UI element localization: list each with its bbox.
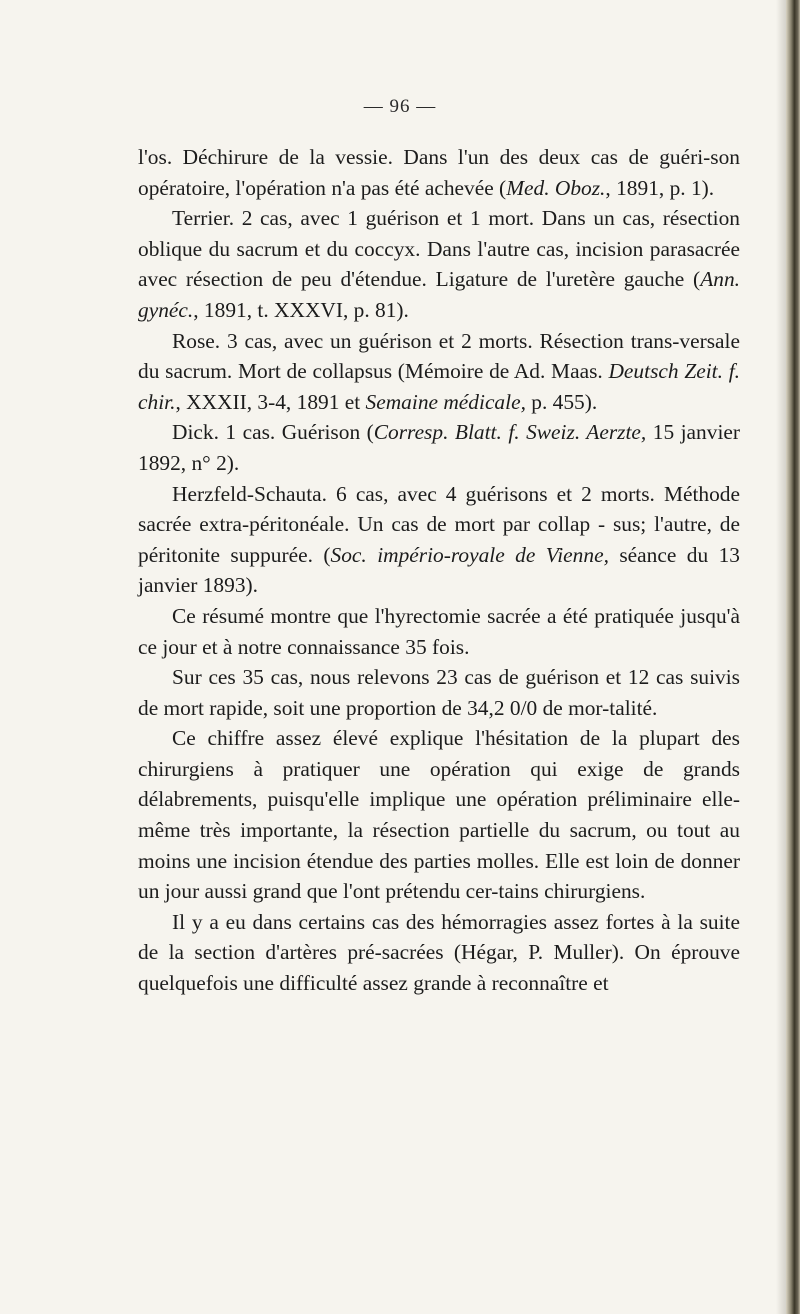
text-run: Rose. 3 cas, avec un guérison et 2 morts. Résection trans-versale du sacrum. Mort de collapsus (Mémoire de Ad. Maas. — [138, 328, 740, 384]
citation-italic: Semaine médicale, — [365, 389, 526, 414]
text-run: , 1891, p. 1). — [605, 175, 715, 200]
text-run: Terrier. 2 cas, avec 1 guérison et 1 mort. Dans un cas, résection oblique du sacrum et du coccyx. Dans l'autre cas, incision parasacrée avec résection de peu d'étendue. Ligature de l'uretère gauche ( — [138, 206, 740, 292]
text-run: l'os. Déchirure de la vessie. Dans l'un des deux cas de guéri-son opératoire, l'opération n'a pas été achevée ( — [138, 145, 740, 200]
citation-italic: Corresp. Blatt. f. Sweiz. Aerzte, — [373, 420, 647, 445]
text-run: Ce résumé montre que l'hyrectomie sacrée a été pratiquée jusqu'à ce jour et à notre connaissance 35 fois. — [138, 603, 740, 659]
paragraph — [138, 142, 740, 203]
paragraph — [138, 479, 740, 601]
binding-shadow — [776, 0, 786, 1314]
citation-italic: Soc. império-royale de Vienne, — [330, 542, 609, 567]
text-run: Ce chiffre assez élevé explique l'hésitation de la plupart des chirurgiens à pratiquer une opération qui exige de grands délabrements, puisqu'elle implique une opération préliminaire elle-même très importante, la résection partielle du sacrum, ou tout au moins une incision étendue des parties molles. Elle est loin de donner un jour aussi grand que l'ont prétendu cer-tains chirurgiens. — [138, 726, 740, 904]
text-run: , 1891, t. XXXVI, p. 81). — [193, 297, 409, 322]
citation-italic: Deutsch Zeit. f. chir. — [138, 359, 740, 414]
paragraph — [138, 601, 740, 662]
paragraph — [138, 203, 740, 325]
paragraph — [138, 907, 740, 999]
text-run: Dick. 1 cas. Guérison ( — [172, 420, 374, 445]
text-run: Il y a eu dans certains cas des hémorragies assez fortes à la suite de la section d'artères pré-sacrées (Hégar, P. Muller). On éprouve quelquefois une difficulté assez grande à reconnaître et — [138, 909, 740, 996]
paragraph — [138, 417, 740, 478]
paragraph — [138, 326, 740, 418]
citation-italic: Ann. gynéc. — [138, 267, 740, 322]
page-number: — 96 — — [363, 96, 437, 117]
text-run: séance du 13 janvier 1893). — [138, 542, 740, 598]
paragraph — [138, 662, 740, 723]
citation-italic: Med. Oboz. — [506, 175, 606, 200]
body-text — [138, 142, 740, 999]
paragraph — [138, 723, 740, 907]
text-run: 15 janvier 1892, n° 2). — [138, 420, 741, 475]
text-run: , XXXII, 3-4, 1891 et — [175, 389, 366, 414]
text-run: p. 455). — [525, 389, 598, 414]
page-edge — [786, 0, 800, 1314]
text-run: Sur ces 35 cas, nous relevons 23 cas de guérison et 12 cas suivis de mort rapide, soit une proportion de 34,2 0/0 de mor-talité. — [138, 665, 740, 720]
text-run: Herzfeld-Schauta. 6 cas, avec 4 guérisons et 2 morts. Méthode sacrée extra-péritonéale. Un cas de mort par collap - sus; l'autre, de péritonite suppurée. ( — [138, 481, 740, 567]
